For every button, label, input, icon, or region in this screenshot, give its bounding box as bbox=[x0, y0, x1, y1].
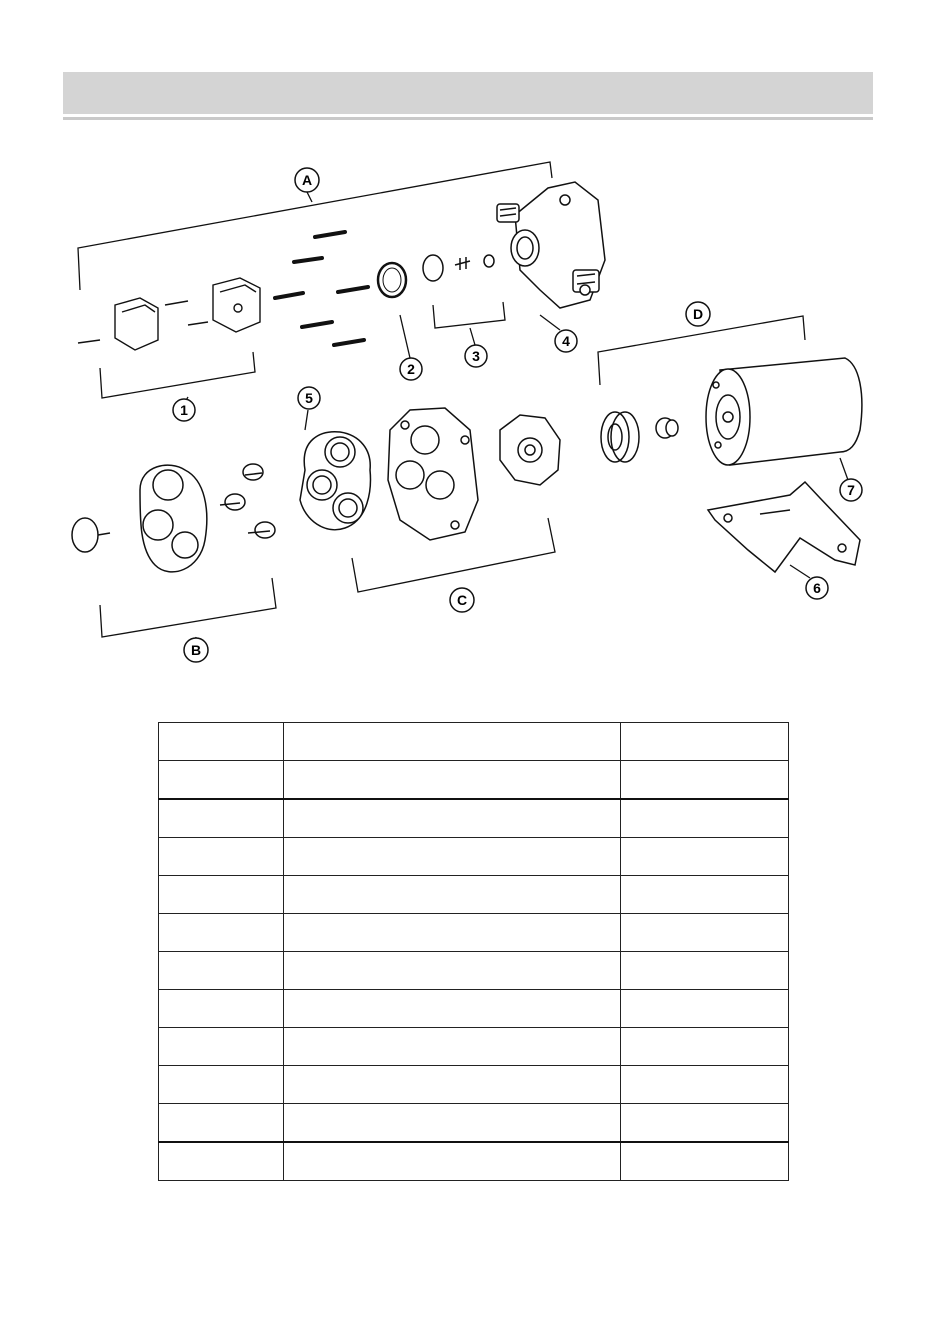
table-cell bbox=[159, 838, 284, 876]
table-row bbox=[159, 799, 789, 838]
diaphragm-housing-plate bbox=[388, 408, 478, 540]
valve-assembly bbox=[72, 464, 275, 572]
callout-a-label: A bbox=[301, 172, 313, 188]
callout-2 bbox=[400, 358, 422, 380]
table-cell bbox=[159, 799, 284, 838]
table-cell bbox=[621, 1142, 789, 1181]
table-cell bbox=[621, 990, 789, 1028]
housing-screws bbox=[275, 232, 368, 345]
table-cell bbox=[159, 876, 284, 914]
table-cell bbox=[621, 914, 789, 952]
callout-7 bbox=[840, 479, 862, 501]
callout-6-label: 6 bbox=[813, 580, 821, 596]
table-cell bbox=[284, 838, 621, 876]
callout-c bbox=[450, 588, 474, 612]
table-row bbox=[159, 952, 789, 990]
bearing-and-cam bbox=[601, 412, 678, 462]
callout-5 bbox=[298, 387, 320, 409]
callout-4-label: 4 bbox=[562, 333, 570, 349]
table-row bbox=[159, 1142, 789, 1181]
table-cell bbox=[284, 1104, 621, 1143]
callout-3 bbox=[465, 345, 487, 367]
callout-6 bbox=[806, 577, 828, 599]
part-1-check-valve-blocks bbox=[78, 278, 260, 350]
part-5-diaphragm bbox=[300, 432, 370, 530]
table-row bbox=[159, 876, 789, 914]
table-cell bbox=[284, 1142, 621, 1181]
table-cell bbox=[284, 1028, 621, 1066]
table-cell bbox=[621, 761, 789, 800]
part-4-pump-head bbox=[497, 182, 605, 308]
callout-5-label: 5 bbox=[305, 390, 313, 406]
header-band bbox=[63, 72, 873, 114]
callout-d-label: D bbox=[692, 306, 704, 322]
table-cell bbox=[284, 761, 621, 800]
callout-1 bbox=[173, 399, 195, 421]
bracket-3 bbox=[433, 302, 505, 328]
header-divider bbox=[63, 117, 873, 120]
callout-b-label: B bbox=[190, 642, 202, 658]
table-cell bbox=[284, 914, 621, 952]
table-cell bbox=[159, 1104, 284, 1143]
table-cell bbox=[621, 838, 789, 876]
table-cell bbox=[284, 799, 621, 838]
table-row bbox=[159, 723, 789, 761]
part-7-motor bbox=[706, 358, 862, 465]
callout-3-label: 3 bbox=[472, 348, 480, 364]
table-row bbox=[159, 990, 789, 1028]
part-6-mounting-base bbox=[708, 482, 860, 572]
table-cell bbox=[284, 876, 621, 914]
table-cell bbox=[621, 799, 789, 838]
table-cell bbox=[159, 723, 284, 761]
table-cell bbox=[159, 990, 284, 1028]
callout-7-label: 7 bbox=[847, 482, 855, 498]
part-2-seal-ring bbox=[378, 263, 406, 297]
callout-c-label: C bbox=[456, 592, 468, 608]
bracket-b bbox=[100, 578, 276, 637]
callout-a bbox=[295, 168, 319, 192]
table-row bbox=[159, 1104, 789, 1143]
wobble-plate bbox=[500, 415, 560, 485]
table-cell bbox=[284, 990, 621, 1028]
callout-1-label: 1 bbox=[180, 402, 188, 418]
callout-d bbox=[686, 302, 710, 326]
bracket-1 bbox=[100, 352, 255, 398]
table-cell bbox=[621, 1066, 789, 1104]
exploded-parts-diagram bbox=[0, 140, 933, 680]
callout-b bbox=[184, 638, 208, 662]
table-row bbox=[159, 1066, 789, 1104]
table-cell bbox=[284, 952, 621, 990]
table-row bbox=[159, 1028, 789, 1066]
table-cell bbox=[621, 952, 789, 990]
table-cell bbox=[159, 1142, 284, 1181]
table-row bbox=[159, 838, 789, 876]
parts-list-table bbox=[158, 722, 789, 1181]
table-cell bbox=[621, 876, 789, 914]
table-cell bbox=[159, 914, 284, 952]
table-cell bbox=[159, 1066, 284, 1104]
table-cell bbox=[621, 723, 789, 761]
table-cell bbox=[284, 1066, 621, 1104]
table-row bbox=[159, 761, 789, 800]
table-cell bbox=[621, 1104, 789, 1143]
table-cell bbox=[159, 952, 284, 990]
table-cell bbox=[621, 1028, 789, 1066]
table-row bbox=[159, 914, 789, 952]
table-cell bbox=[159, 1028, 284, 1066]
callout-4 bbox=[555, 330, 577, 352]
table-cell bbox=[284, 723, 621, 761]
part-3-valve-assembly bbox=[423, 255, 494, 281]
callout-2-label: 2 bbox=[407, 361, 415, 377]
table-cell bbox=[159, 761, 284, 800]
